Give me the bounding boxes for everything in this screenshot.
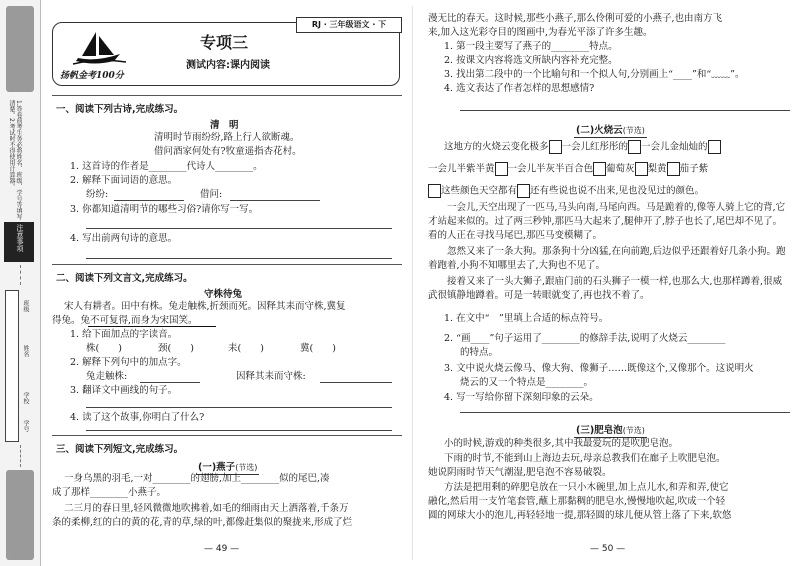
- r2-question-2a: 2. “画____”句子运用了________的修辞手法,说明了火烧云________: [444, 333, 726, 344]
- field-label-grade: 班级: [22, 300, 29, 312]
- section-divider: [52, 95, 402, 96]
- passage-title-shouzhudaitu: 守株待兔: [204, 289, 243, 300]
- answer-line[interactable]: [114, 200, 184, 201]
- passage-3-title: (三)肥皂泡: [576, 425, 623, 436]
- p2-text-2e: 茄子紫: [679, 163, 709, 175]
- sailboat-logo-icon: [68, 28, 130, 66]
- r-question-1: 1. 第一段主要写了燕子的________特点。: [444, 41, 618, 52]
- answer-line[interactable]: [230, 200, 320, 201]
- punctuation-box[interactable]: [495, 162, 508, 176]
- p1-line-4: 条的柔柳,红的白的黄的花,青的草,绿的叶,都像赶集似的聚拢来,形成了烂: [52, 517, 353, 528]
- p3-line-3: 她说阴雨时节天气潮湿,肥皂泡不容易破裂。: [428, 467, 612, 478]
- field-box-1: [5, 290, 19, 442]
- punctuation-box[interactable]: [635, 162, 648, 176]
- answer-line[interactable]: [86, 258, 392, 259]
- passage-2-title: (二)火烧云: [576, 125, 623, 136]
- answer-line[interactable]: [86, 228, 392, 229]
- passage-3-note: (节选): [622, 426, 645, 435]
- answer-line[interactable]: [86, 430, 392, 431]
- p2-paragraph-1: 一会儿,天空出现了一匹马,马头向南,马尾向西。马是跪着的,像等人骑上它的背,它才站起来似的。过了两三秒钟,那匹马大起来了,腿伸开了,脖子也长了,尾巴却不见了。看的人正在寻找马尾巴,那匹马变模糊了。: [428, 202, 786, 241]
- p3-line-5: 融化,然后用一支竹笔套管,蘸上那黏稠的肥皂水,慢慢地吹起,吹成一个轻: [428, 496, 726, 507]
- answer-line[interactable]: [460, 110, 790, 111]
- field-label-id: 学号: [22, 420, 29, 432]
- section-divider: [52, 435, 402, 436]
- passage-2-note: (节选): [622, 126, 645, 135]
- s1-q2-item-2: 借问:: [200, 189, 223, 200]
- p2-text-2c: 葡萄灰: [606, 163, 635, 175]
- section-3-heading: 三、阅读下列短文,完成练习。: [56, 444, 184, 455]
- classical-text-line-2: 得兔。兔不可复得,而身为宋国笑。: [52, 315, 198, 326]
- punctuation-box[interactable]: [628, 140, 641, 154]
- poem-line-1: 清明时节雨纷纷,路上行人欲断魂。: [154, 132, 300, 143]
- page-subtitle: 测试内容:课内阅读: [186, 60, 270, 71]
- punctuation-box[interactable]: [667, 162, 680, 176]
- p3-line-6: 圆的网球大小的泡儿,再轻轻地一提,那轻圆的球儿便从管上落了下来,软悠: [428, 510, 732, 521]
- passage-3-title-wrap: [574, 418, 647, 438]
- p2-box-line-1: [444, 140, 721, 154]
- p2-text-2a: 一会儿半紫半黄: [428, 163, 495, 175]
- punctuation-box[interactable]: [428, 184, 441, 198]
- s2-q1-item-1: 株( ): [86, 343, 122, 354]
- section-divider: [52, 264, 402, 265]
- r2-question-4: 4. 写一写给你留下深刻印象的云朵。: [444, 392, 599, 403]
- p2-text-1a: 这地方的火烧云变化极多: [444, 141, 549, 153]
- answer-line[interactable]: [140, 382, 200, 383]
- s2-question-3: 3. 翻译文中画线的句子。: [70, 385, 178, 396]
- p1-cont-line-1: 漫无比的春天。这时候,那些小燕子,那么伶俐可爱的小燕子,也由南方飞: [428, 13, 723, 24]
- exam-notice-text: 1.答卷前考生务必将姓名、班级、学号等填写清楚。2.考试时不得使用计算器。: [8, 100, 22, 220]
- s2-q1-item-4: 冀( ): [300, 343, 336, 354]
- p2-text-1c: 一会儿金灿灿的: [641, 141, 708, 153]
- punctuation-box[interactable]: [708, 140, 721, 154]
- s2-question-4: 4. 读了这个故事,你明白了什么?: [70, 412, 205, 423]
- binding-margin: [0, 0, 41, 566]
- r2-question-3b: 烧云的又一个特点是________。: [460, 377, 594, 388]
- s2-q1-item-2: 颈( ): [158, 343, 194, 354]
- r2-question-1: 1. 在文中“ ”里填上合适的标点符号。: [444, 313, 609, 324]
- poem-title: 清 明: [210, 120, 239, 131]
- p2-text-2b: 一会儿半灰半百合色: [507, 163, 594, 175]
- punctuation-box[interactable]: [593, 162, 606, 176]
- r-question-4: 4. 选文表达了作者怎样的思想感情?: [444, 83, 595, 94]
- p1-line-2: 成了那样________小燕子。: [52, 487, 167, 498]
- punctuation-box[interactable]: [517, 184, 530, 198]
- answer-line[interactable]: [460, 412, 790, 413]
- page-number-right: — 50 —: [590, 544, 626, 554]
- s1-question-2: 2. 解释下面词语的意思。: [70, 175, 178, 186]
- p3-line-1: 小的时候,游戏的种类很多,其中我最爱玩的是吹肥皂泡。: [444, 438, 679, 449]
- s2-q2-item-1: 兔走触株:: [86, 371, 128, 382]
- section-1-heading: 一、阅读下列古诗,完成练习。: [56, 104, 184, 115]
- section-2-heading: 二、阅读下列文言文,完成练习。: [56, 273, 193, 284]
- p2-text-1b: 一会儿红彤彤的: [561, 141, 629, 153]
- page-gutter: [412, 6, 413, 560]
- poem-line-2: 借问酒家何处有?牧童遥指杏花村。: [154, 146, 302, 157]
- s1-q2-item-1: 纷纷:: [86, 189, 109, 200]
- p2-text-3a: 这些颜色天空都有: [441, 185, 518, 197]
- answer-line[interactable]: [86, 407, 392, 408]
- s1-question-3: 3. 你都知道清明节的哪些习俗?请你写一写。: [70, 204, 259, 215]
- p3-line-2: 下雨的时节,不能到山上海边去玩,母亲总教我们在廊子上吹肥皂泡。: [444, 453, 726, 464]
- answer-line[interactable]: [320, 382, 392, 383]
- cut-line-1: [20, 265, 21, 285]
- p2-paragraph-2: 忽然又来了一条大狗。那条狗十分凶猛,在向前跑,后边似乎还跟着好几条小狗。跑着跑着,小狗不知哪里去了,大狗也不见了。: [428, 246, 786, 271]
- page-number-left: — 49 —: [204, 544, 240, 554]
- s1-question-1: 1. 这首诗的作者是________代诗人________。: [70, 161, 263, 172]
- passage-2-title-wrap: [574, 118, 647, 138]
- r2-question-2b: 的特点。: [460, 347, 499, 358]
- cut-line-2: [20, 445, 21, 467]
- margin-gray-block-top: [6, 6, 34, 92]
- r-question-3: 3. 找出第二段中的一个比喻句和一个拟人句,分别画上“____”和“﹏﹏”。: [444, 69, 745, 80]
- s1-question-4: 4. 写出前两句诗的意思。: [70, 233, 178, 244]
- punctuation-box[interactable]: [549, 140, 562, 154]
- r-question-2: 2. 按课文内容将选文所缺内容补充完整。: [444, 55, 618, 66]
- margin-gray-block-bottom: [6, 470, 34, 560]
- notice-title: 注意事项: [16, 224, 24, 252]
- p2-paragraph-3: 接着又来了一头大狮子,跟庙门前的石头狮子一模一样,也那么大,也那样蹲着,很威武很镇静地蹲着。可是一转眼就变了,再也找不着了。: [428, 276, 783, 301]
- underlined-sentence-mark: [88, 326, 216, 327]
- p1-line-3: 二三月的春日里,轻风微微地吹拂着,如毛的细雨由天上洒落着,千条万: [64, 503, 349, 514]
- r2-question-3a: 3. 文中说火烧云像马、像大狗、像狮子……既像这个,又像那个。这说明火: [444, 363, 754, 374]
- p2-text-2d: 梨黄: [647, 163, 667, 175]
- p2-box-line-2: [428, 162, 708, 176]
- passage-1-title: (一)燕子: [198, 462, 236, 473]
- p1-cont-line-2: 来,加入这光彩夺目的图画中,为春光平添了许多生趣。: [428, 27, 653, 38]
- notice-title-box: [4, 222, 34, 262]
- field-label-name: 姓名: [22, 345, 29, 357]
- p2-box-line-3: [428, 184, 704, 198]
- s2-q2-item-2: 因释其耒而守株:: [236, 371, 306, 382]
- brand-logo-text: 扬帆金考100分: [60, 71, 124, 81]
- page-title: 专项三: [200, 33, 249, 52]
- passage-1-note: (节选): [235, 463, 258, 472]
- p2-text-3b: 还有些说也说不出来,见也没见过的颜色。: [530, 185, 705, 197]
- p3-line-4: 方法是把用剩的碎肥皂放在一只小木碗里,加上点儿水,和弄和弄,使它: [444, 482, 729, 493]
- classical-text-line-1: 宋人有耕者。田中有株。兔走触株,折颈而死。因释其耒而守株,冀复: [64, 301, 346, 312]
- s2-question-2: 2. 解释下列句中的加点字。: [70, 357, 187, 368]
- s2-q1-item-3: 耒( ): [228, 343, 264, 354]
- p1-line-1: 一身乌黑的羽毛,一对________的翅膀,加上________似的尾巴,凑: [64, 473, 330, 484]
- field-label-school: 学校: [22, 392, 29, 404]
- s2-question-1: 1. 给下面加点的字读音。: [70, 329, 178, 340]
- grade-badge: RJ · 三年级语文 · 下: [296, 17, 402, 33]
